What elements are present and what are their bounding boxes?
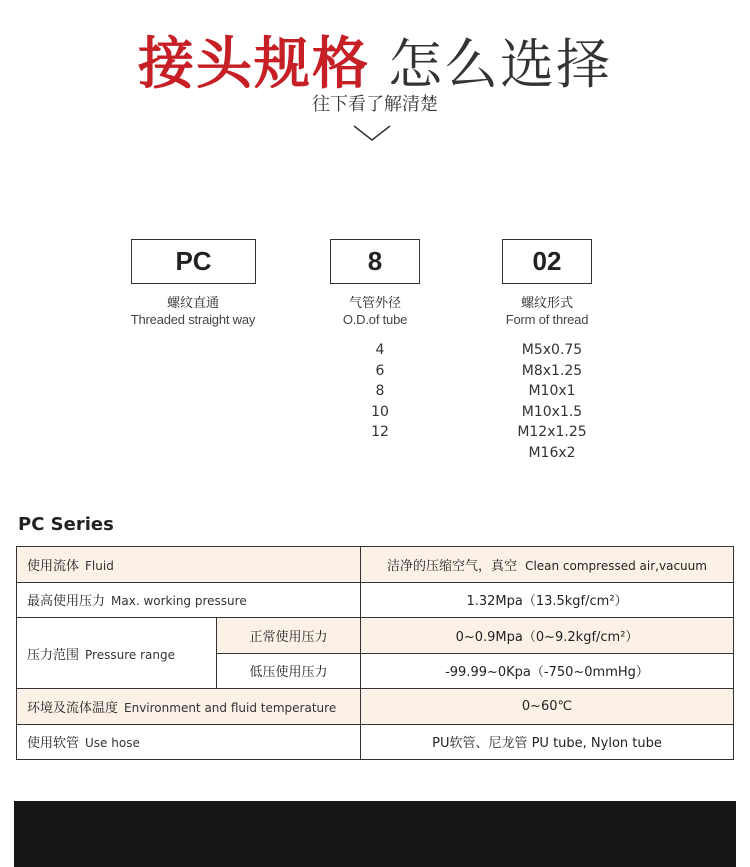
code-label-cn: 螺纹形式 <box>520 296 573 311</box>
list-item: M12x1.25 <box>517 424 587 440</box>
spec-label: 最高使用压力 Max. working pressure <box>17 582 361 618</box>
code-label-cn: 螺纹直通 <box>166 296 219 311</box>
table-row <box>17 618 734 654</box>
code-box-tube-od: 8 <box>330 239 420 284</box>
title-rest: 怎么选择 <box>388 33 612 96</box>
code-box-thread: 02 <box>502 239 592 284</box>
spec-label: 环境及流体温度 Environment and fluid temperature <box>17 689 361 725</box>
spec-sublabel: 低压使用压力 <box>217 653 361 689</box>
title-emphasis: 接头规格 <box>138 32 370 97</box>
spec-value: -99.99~0Kpa（-750~0mmHg） <box>361 653 734 689</box>
list-item: 8 <box>375 383 385 399</box>
list-item: 10 <box>371 403 389 420</box>
code-label-en: Form of thread <box>505 312 589 327</box>
list-item: 6 <box>375 362 385 379</box>
list-item: M5x0.75 <box>521 342 583 358</box>
code-box-series: PC <box>131 239 256 284</box>
tube-od-values <box>340 340 420 443</box>
spec-value: 0~60℃ <box>361 689 734 725</box>
spec-table <box>16 546 734 760</box>
spec-value: PU软管、尼龙管 PU tube, Nylon tube <box>361 724 734 760</box>
spec-label: 压力范围 Pressure range <box>17 618 217 689</box>
page-title <box>0 20 750 100</box>
spec-value: 洁净的压缩空气，真空 Clean compressed air,vacuum <box>361 547 734 583</box>
code-label-cn: 气管外径 <box>348 296 401 311</box>
page-subtitle: 往下看了解清楚 <box>312 94 438 115</box>
spec-value: 1.32Mpa（13.5kgf/cm²） <box>361 582 734 618</box>
thread-values <box>497 340 607 463</box>
spec-sublabel: 正常使用压力 <box>217 618 361 654</box>
series-title: PC Series <box>18 514 114 535</box>
list-item: M10x1 <box>528 383 576 399</box>
code-label-en: O.D.of tube <box>342 312 408 327</box>
table-row <box>17 689 734 725</box>
table-row <box>17 547 734 583</box>
spec-label: 使用流体 Fluid <box>17 547 361 583</box>
list-item: M8x1.25 <box>521 362 583 379</box>
list-item: M16x2 <box>528 444 576 461</box>
list-item: 12 <box>371 424 389 440</box>
list-item: M10x1.5 <box>521 403 583 420</box>
spec-label: 使用软管 Use hose <box>17 724 361 760</box>
product-image-band <box>14 801 736 867</box>
chevron-down-icon <box>353 124 391 144</box>
table-row <box>17 582 734 618</box>
spec-value: 0~0.9Mpa（0~9.2kgf/cm²） <box>361 618 734 654</box>
code-label-en: Threaded straight way <box>130 312 256 327</box>
list-item: 4 <box>375 342 385 358</box>
table-row <box>17 724 734 760</box>
